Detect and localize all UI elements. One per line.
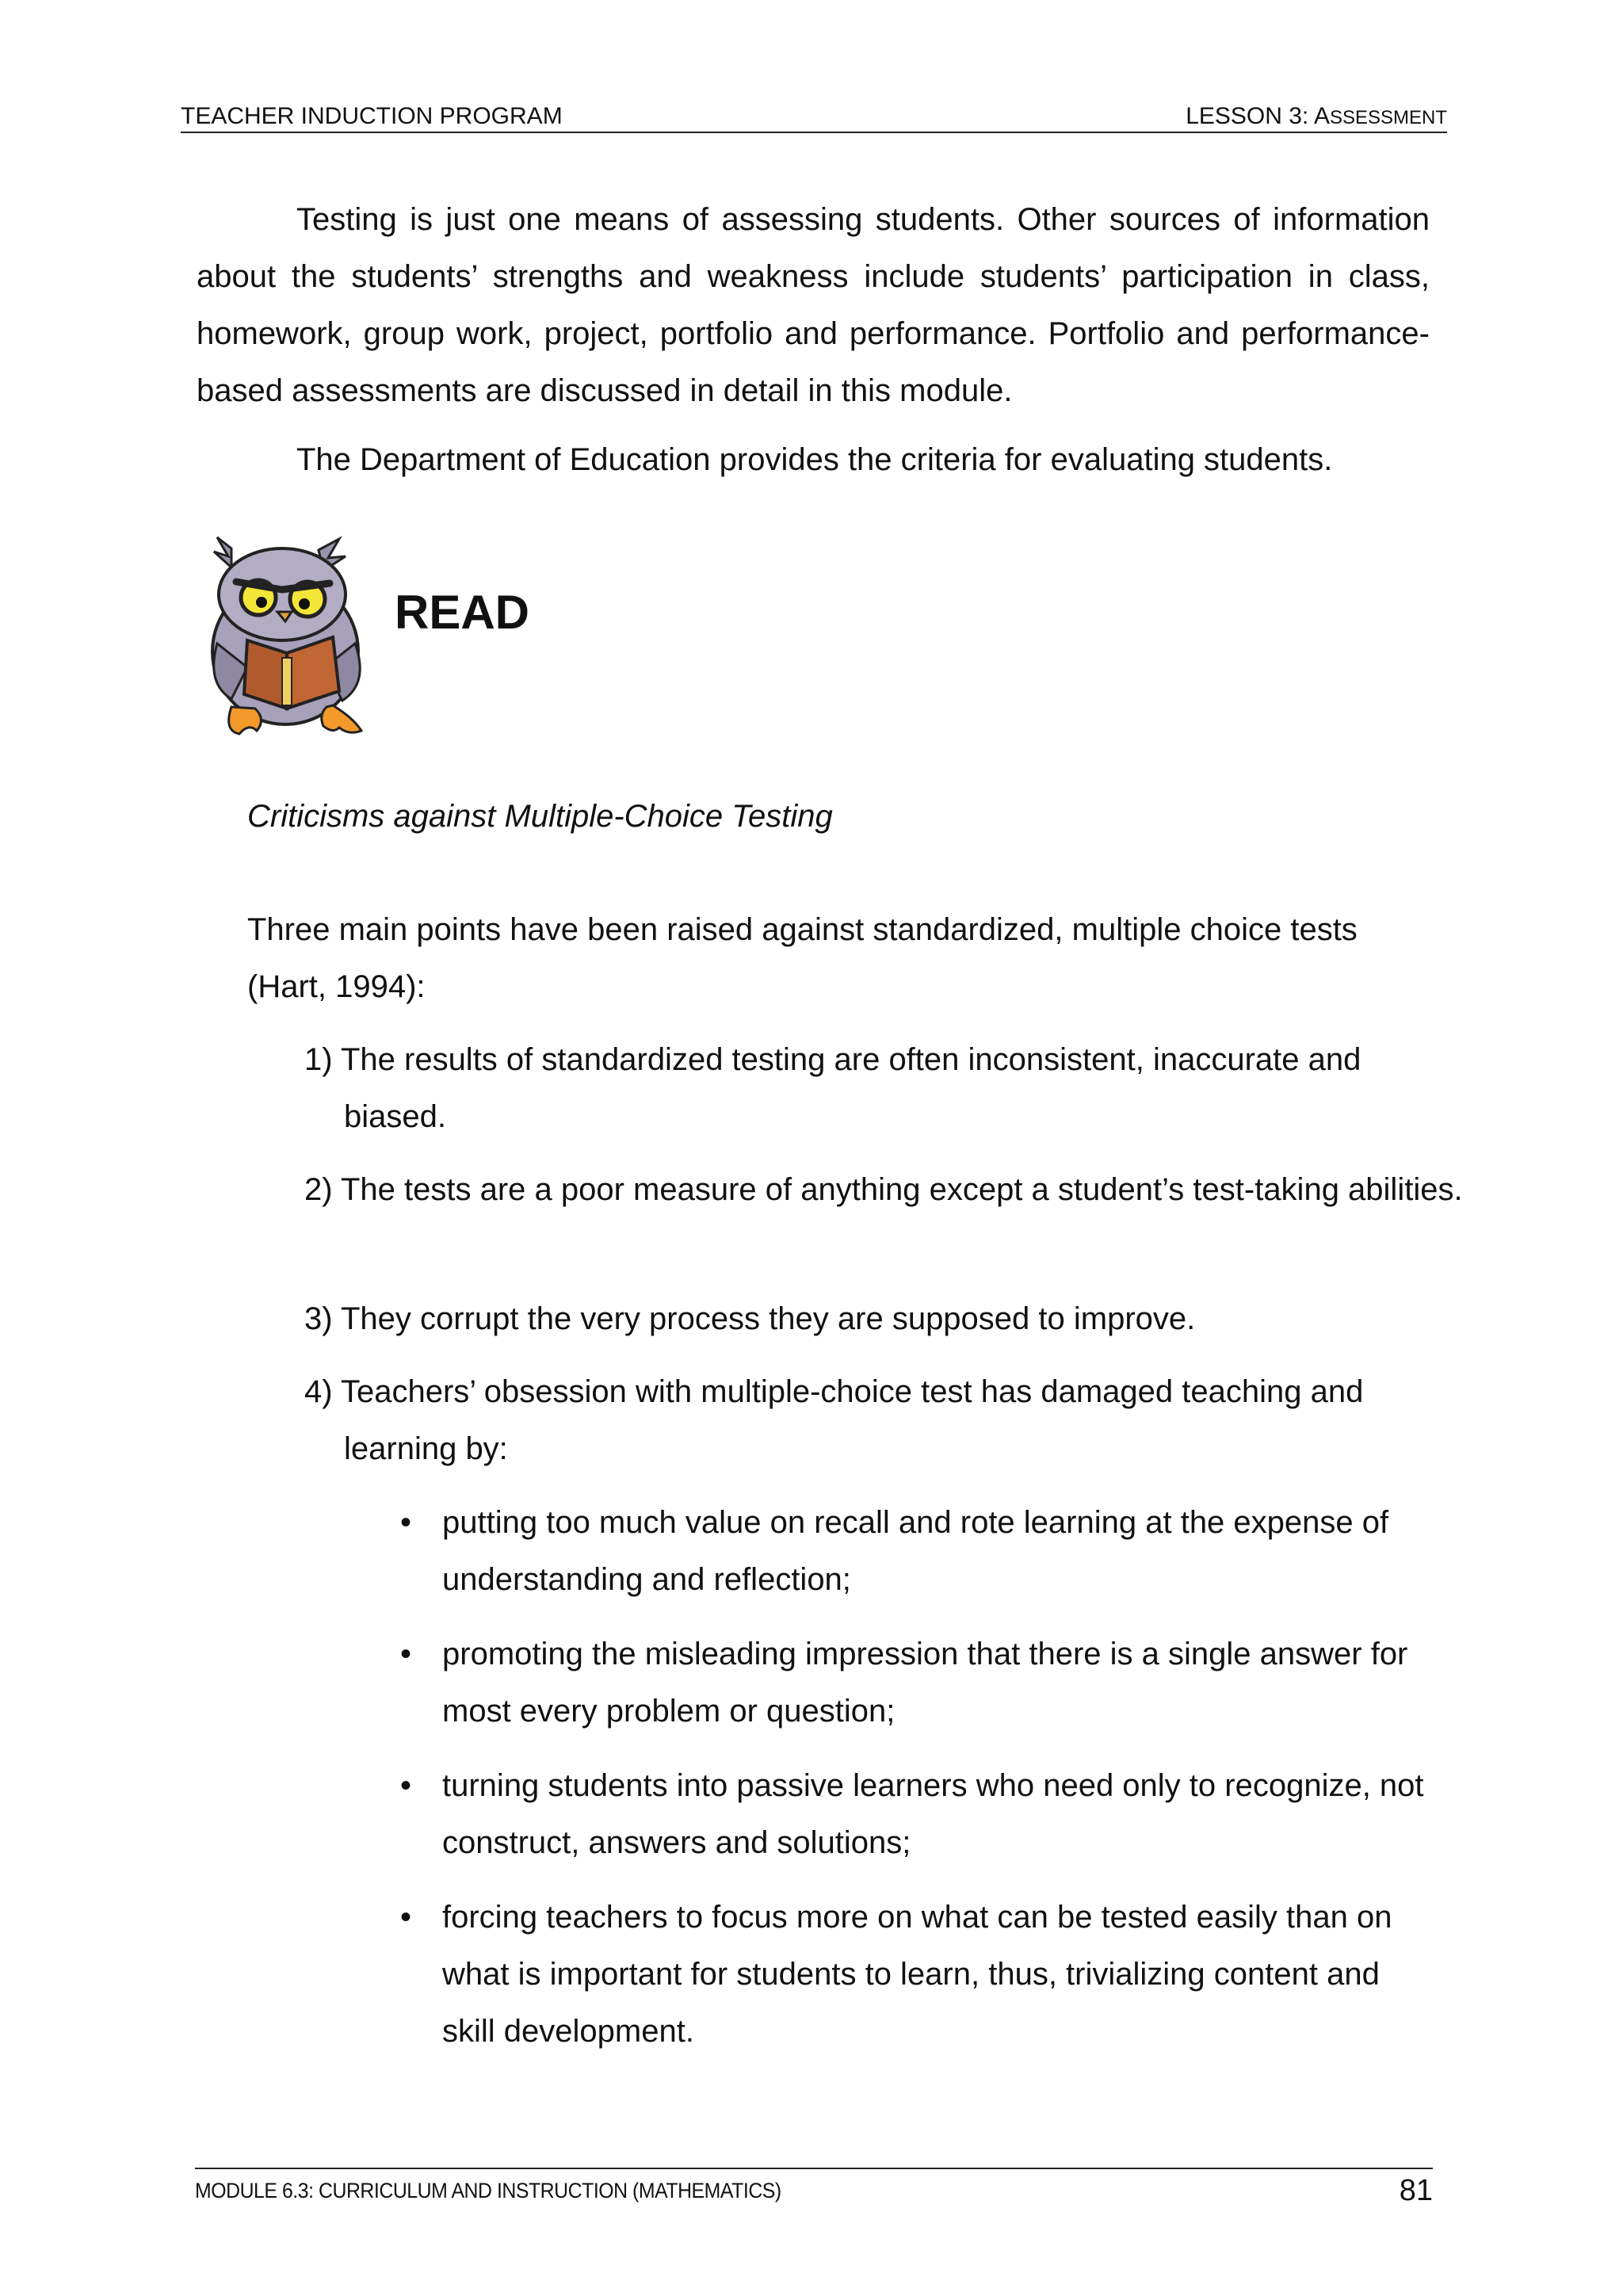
bullet-text: forcing teachers to focus more on what can be tested easily than on what is important for students to learn, thus, trivializing content and skill development. (442, 1900, 1392, 2049)
header-lesson-title (1186, 103, 1447, 130)
bullet-text: promoting the misleading impression that there is a single answer for most every problem or question; (442, 1637, 1408, 1729)
bullet-marker: • (399, 1900, 411, 1935)
owl-reading-icon (200, 533, 395, 740)
page-header (181, 98, 1447, 133)
header-program-title: TEACHER INDUCTION PROGRAM (181, 103, 563, 129)
bullet-text: turning students into passive learners who need only to recognize, not construct, answers and solutions; (442, 1768, 1424, 1860)
header-lesson-label: LESSON 3: A (1186, 103, 1330, 129)
list-item: 2) The tests are a poor measure of anything except a student’s test-taking abilities. (304, 1172, 1463, 1207)
bullet-marker: • (399, 1637, 411, 1671)
bullet-marker: • (399, 1505, 411, 1540)
read-heading: READ (395, 586, 530, 639)
article-title: Criticisms against Multiple-Choice Testing (247, 799, 833, 834)
footer-module-title: MODULE 6.3: CURRICULUM AND INSTRUCTION (MATHEMATICS) (195, 2179, 781, 2202)
intro-paragraph-2: The Department of Education provides the criteria for evaluating students. (296, 442, 1333, 477)
article-lead: Three main points have been raised against standardized, multiple choice tests (Hart, 1994): (247, 912, 1358, 1004)
list-item: 4) Teachers’ obsession with multiple-choice test has damaged teaching and learning by: (304, 1374, 1364, 1466)
header-lesson-subtitle: SSESSMENT (1329, 107, 1447, 128)
intro-paragraph-1: Testing is just one means of assessing students. Other sources of information about the students’ strengths and weakness include students’ participation in class, homework, group work, project, portfolio and performance. Portfolio and performance-based assessments are discussed in detail in this module. (197, 202, 1430, 408)
list-item: 3) They corrupt the very process they are supposed to improve. (304, 1301, 1196, 1336)
bullet-marker: • (399, 1768, 411, 1803)
bullet-text: putting too much value on recall and rote learning at the expense of understanding and reflection; (442, 1505, 1389, 1597)
list-item: 1) The results of standardized testing are often inconsistent, inaccurate and biased. (304, 1042, 1361, 1134)
page-footer (195, 2168, 1433, 2208)
page-number: 81 (1399, 2174, 1433, 2207)
